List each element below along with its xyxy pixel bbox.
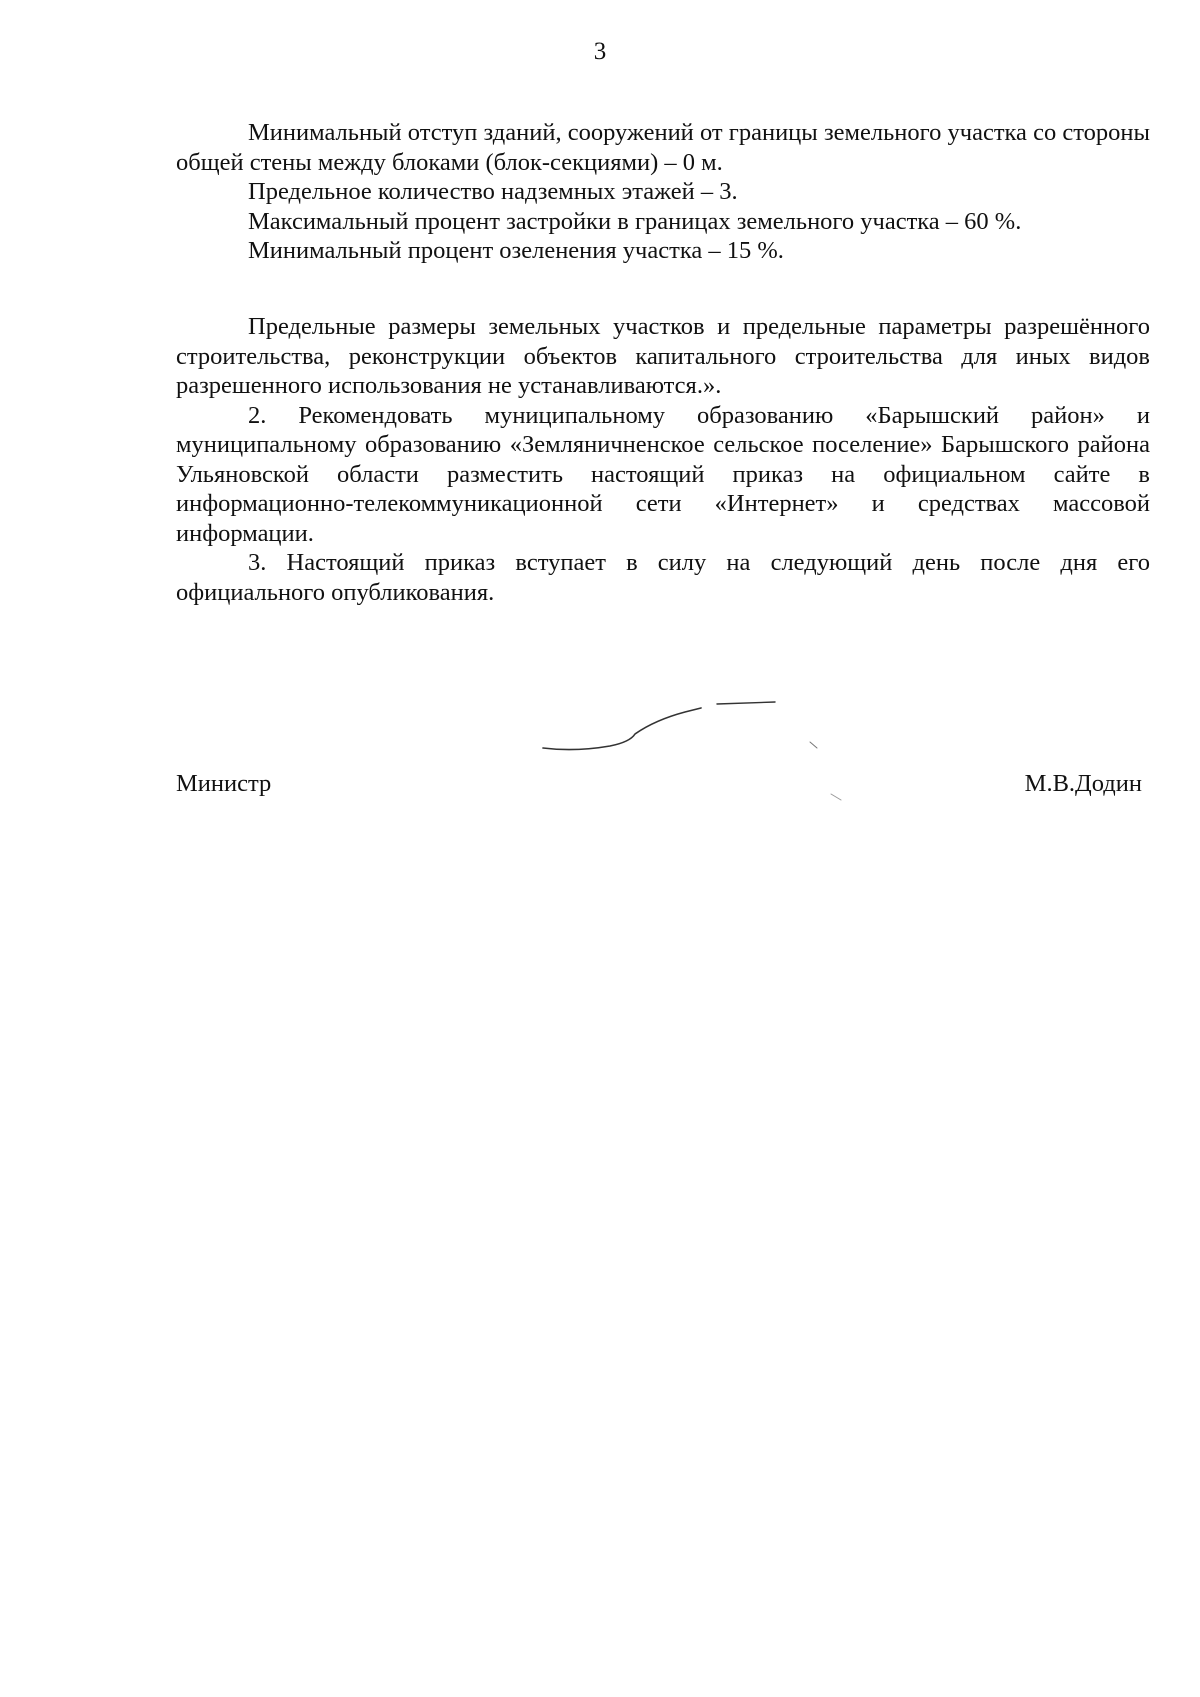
clause-3-effective-date: 3. Настоящий приказ вступает в силу на следующий день после дня его официального опубликования.	[176, 549, 1150, 606]
signatory-name: М.В.Додин	[1024, 770, 1142, 797]
clause-2-publication: 2. Рекомендовать муниципальному образованию «Барышский район» и муниципальному образованию «Земляничненское сельское поселение» Барышского района Ульяновской области разместить настоящий приказ на официальном сайте в информационно-телекоммуникационной сети «Интернет» и средствах массовой информации.	[176, 401, 1150, 547]
page-number: 3	[593, 38, 607, 65]
paragraph-max-coverage: Максимальный процент застройки в границах земельного участка – 60 %.	[248, 207, 1022, 235]
signature-line	[176, 770, 1142, 802]
paragraph-max-floors: Предельное количество надземных этажей – 3.	[248, 178, 738, 205]
paragraph-other-uses: Предельные размеры земельных участков и предельные параметры разрешённого строительства, реконструкции объектов капитального строительства для иных видов разрешенного использования не устанавливаются.».	[176, 313, 1150, 399]
paragraph-min-greenery: Минимальный процент озеленения участка – 15 %.	[248, 237, 784, 264]
parameters-block	[176, 118, 1150, 266]
order-clauses-block	[176, 312, 1150, 607]
signatory-role: Министр	[176, 770, 272, 797]
paragraph-min-setback: Минимальный отступ зданий, сооружений от границы земельного участка со стороны общей стены между блоками (блок-секциями) – 0 м.	[176, 119, 1150, 176]
